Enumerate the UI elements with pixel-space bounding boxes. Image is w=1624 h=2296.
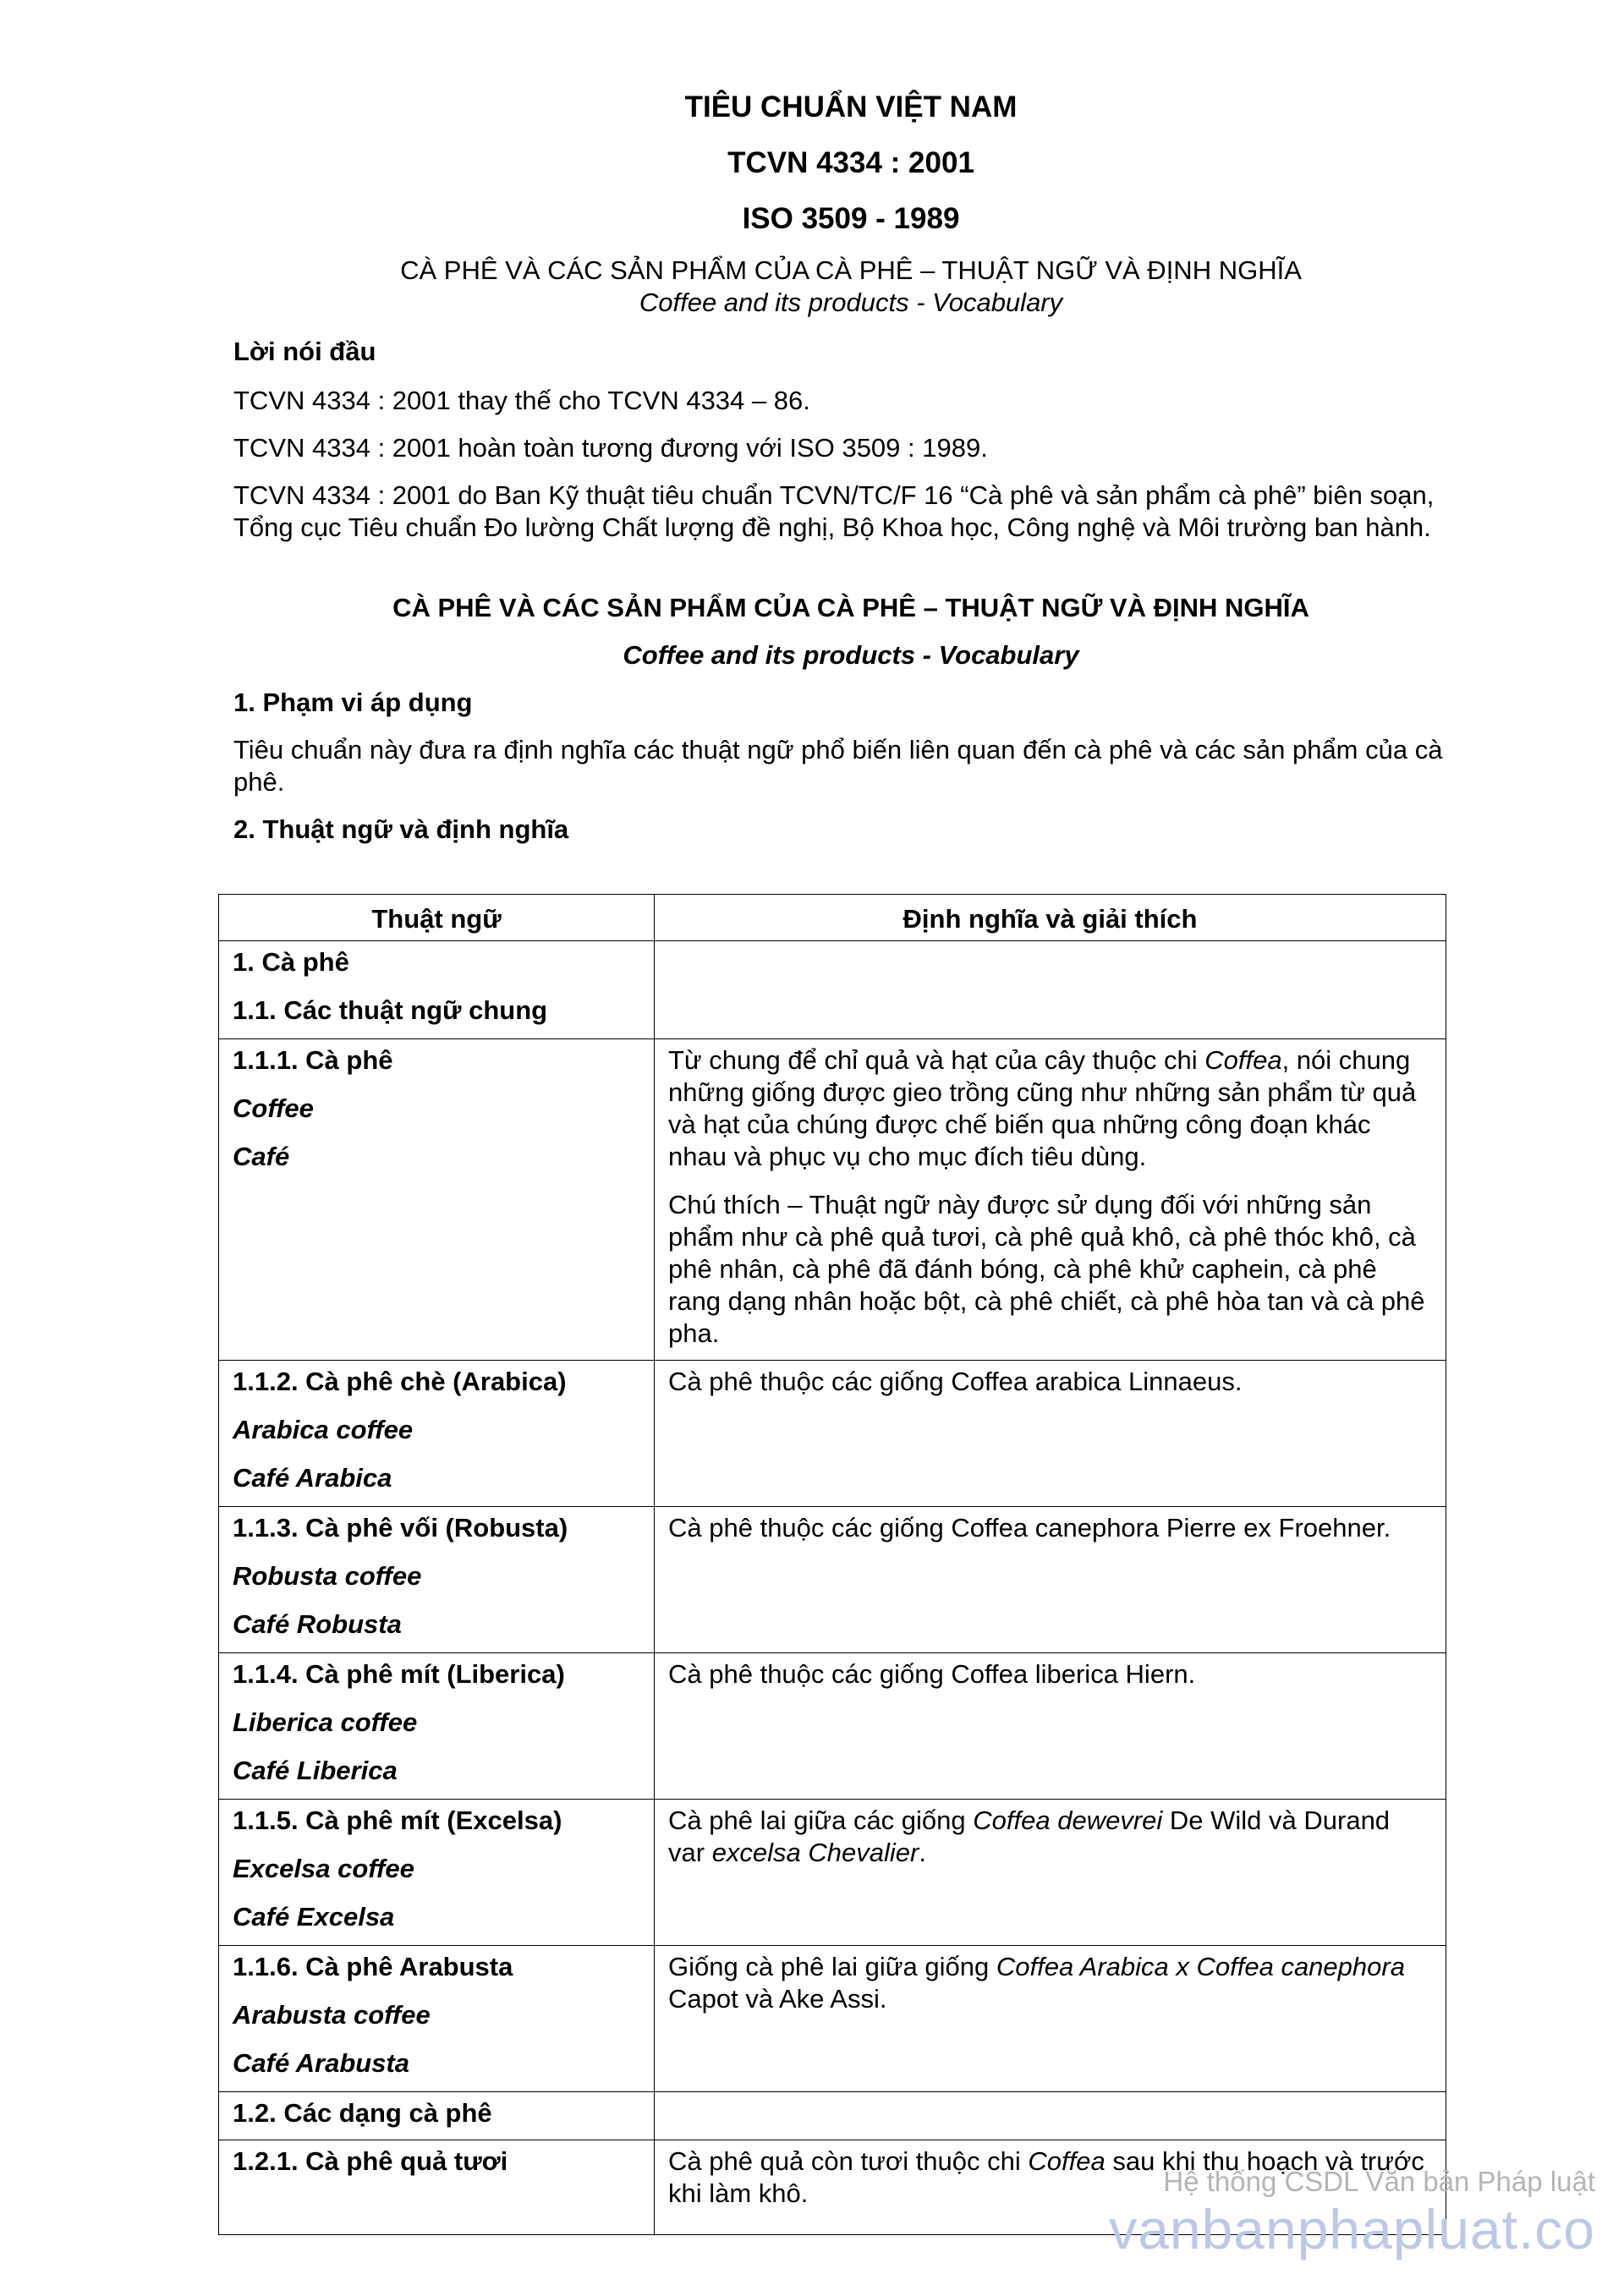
section-title-en: Coffee and its products - Vocabulary: [623, 640, 1079, 670]
definition-text-part: .: [919, 1838, 926, 1867]
definition-text-part: De Wild và Durand var: [668, 1806, 1391, 1867]
foreword-paragraph: TCVN 4334 : 2001 thay thế cho TCVN 4334 – 86.: [233, 386, 810, 415]
definition-text-italic: Coffea: [1204, 1045, 1282, 1075]
foreword-heading: Lời nói đầu: [233, 337, 376, 366]
definition-text: Cà phê thuộc các giống Coffea canephora Pierre ex Froehner.: [668, 1513, 1391, 1543]
definition-cell: [655, 1039, 1446, 1361]
term-name: 1.1.6. Cà phê Arabusta: [233, 1952, 513, 1981]
table-row: [219, 1507, 1446, 1653]
term-name: 1.1. Các thuật ngữ chung: [233, 995, 548, 1025]
term-cell: [219, 2140, 655, 2235]
document-title: TIÊU CHUẨN VIỆT NAM: [684, 90, 1018, 123]
section-title: CÀ PHÊ VÀ CÁC SẢN PHẨM CỦA CÀ PHÊ – THUẬT NGỮ VÀ ĐỊNH NGHĨA: [392, 593, 1309, 622]
column-header: Định nghĩa và giải thích: [655, 895, 1446, 941]
terms-table: [218, 894, 1446, 2235]
scope-text: Tiêu chuẩn này đưa ra định nghĩa các thuật ngữ phổ biến liên quan đến cà phê và các sản phẩm của cà phê.: [233, 735, 1443, 797]
watermark: [1109, 2165, 1595, 2260]
definition-text: [668, 1951, 1432, 2015]
term-french: Café: [233, 1142, 290, 1171]
term-english: Robusta coffee: [233, 1561, 422, 1591]
watermark-caption: Hệ thống CSDL Văn bản Pháp luật: [1163, 2166, 1595, 2197]
definition-text-part: Giống cà phê lai giữa giống: [668, 1952, 996, 1981]
table-row: [219, 1946, 1446, 2092]
term-name: 1.1.4. Cà phê mít (Liberica): [233, 1659, 565, 1689]
foreword-paragraph: TCVN 4334 : 2001 do Ban Kỹ thuật tiêu chuẩn TCVN/TC/F 16 “Cà phê và sản phẩm cà phê” biên soạn, Tổng cục Tiêu chuẩn Đo lường Chất lượng đề nghị, Bộ Khoa học, Công nghệ và Môi trường ban hành.: [233, 480, 1435, 542]
term-english: Arabusta coffee: [233, 2000, 431, 2030]
foreword-paragraph: TCVN 4334 : 2001 hoàn toàn tương đương với ISO 3509 : 1989.: [233, 433, 988, 463]
document-subtitle: CÀ PHÊ VÀ CÁC SẢN PHẨM CỦA CÀ PHÊ – THUẬT NGỮ VÀ ĐỊNH NGHĨA: [400, 255, 1302, 285]
term-cell: [219, 1800, 655, 1946]
term-name: 1.1.3. Cà phê vối (Robusta): [233, 1513, 568, 1543]
table-row: [219, 1361, 1446, 1507]
table-row: [219, 1800, 1446, 1946]
term-cell: [219, 941, 655, 1039]
terms-heading: 2. Thuật ngữ và định nghĩa: [233, 814, 569, 844]
table-row: [219, 941, 1446, 1039]
definition-text-part: , nói chung những giống được gieo trồng cũng như những sản phẩm từ quả và hạt của chúng được chế biến qua những công đoạn khác nhau và phục vụ cho mục đích tiêu dùng.: [668, 1045, 1417, 1171]
definition-text-part: sau khi thu hoạch và trước khi làm khô.: [668, 2146, 1424, 2208]
term-name: 1.1.2. Cà phê chè (Arabica): [233, 1367, 567, 1396]
document-subtitle-en: Coffee and its products - Vocabulary: [639, 288, 1063, 317]
term-english: Coffee: [233, 1093, 314, 1123]
table-row: [219, 1653, 1446, 1800]
definition-cell: [655, 941, 1446, 1039]
term-french: Café Arabusta: [233, 2048, 410, 2078]
definition-note: Chú thích – Thuật ngữ này được sử dụng đối với những sản phẩm như cà phê quả tươi, cà phê quả khô, cà phê thóc khô, cà phê nhân, cà phê đã đánh bóng, cà phê khử caphein, cà phê rang dạng nhân hoặc bột, cà phê chiết, cà phê hòa tan và cà phê pha.: [668, 1190, 1425, 1348]
term-name: 1.2.1. Cà phê quả tươi: [233, 2146, 508, 2176]
term-cell: [219, 1361, 655, 1507]
definition-text: [668, 1044, 1432, 1173]
table-header-row: [219, 895, 1446, 941]
term-name: 1.1.1. Cà phê: [233, 1045, 393, 1075]
definition-text-italic: Coffea: [1028, 2146, 1106, 2176]
term-french: Café Robusta: [233, 1609, 402, 1639]
table-row: [219, 2092, 1446, 2140]
term-cell: [219, 1039, 655, 1361]
definition-cell: [655, 1946, 1446, 2092]
definition-text: [668, 1805, 1432, 1869]
term-name: 1. Cà phê: [233, 947, 349, 977]
iso-code: ISO 3509 - 1989: [742, 202, 960, 235]
term-english: Arabica coffee: [233, 1415, 414, 1444]
document-body: [233, 89, 1468, 846]
term-french: Café Arabica: [233, 1463, 392, 1493]
definition-cell: [655, 1653, 1446, 1800]
term-french: Café Excelsa: [233, 1902, 395, 1932]
table-row: [219, 1039, 1446, 1361]
definition-text: Cà phê thuộc các giống Coffea arabica Linnaeus.: [668, 1367, 1243, 1396]
scope-heading: 1. Phạm vi áp dụng: [233, 688, 473, 717]
definition-text-italic: Coffea dewevrei: [973, 1806, 1163, 1835]
definition-cell: [655, 1800, 1446, 1946]
term-cell: [219, 1653, 655, 1800]
column-header: Thuật ngữ: [219, 895, 655, 941]
term-english: Liberica coffee: [233, 1707, 418, 1737]
definition-text-part: Cà phê lai giữa các giống: [668, 1806, 974, 1835]
definition-text-part: Từ chung để chỉ quả và hạt của cây thuộc chi: [668, 1045, 1205, 1075]
term-name: 1.2. Các dạng cà phê: [233, 2098, 492, 2128]
definition-text-italic: Coffea Arabica x Coffea canephora: [996, 1952, 1405, 1981]
term-cell: [219, 1946, 655, 2092]
standard-code: TCVN 4334 : 2001: [727, 146, 974, 179]
definition-text-part: Cà phê quả còn tươi thuộc chi: [668, 2146, 1029, 2176]
definition-cell: [655, 1361, 1446, 1507]
definition-cell: [655, 2092, 1446, 2140]
definition-text: Cà phê thuộc các giống Coffea liberica Hiern.: [668, 1659, 1196, 1689]
term-french: Café Liberica: [233, 1756, 398, 1785]
definition-cell: [655, 1507, 1446, 1653]
term-cell: [219, 1507, 655, 1653]
term-cell: [219, 2092, 655, 2140]
watermark-site: vanbanphapluat.co: [1109, 2198, 1595, 2260]
term-english: Excelsa coffee: [233, 1854, 414, 1883]
term-name: 1.1.5. Cà phê mít (Excelsa): [233, 1806, 562, 1835]
definition-text-italic: excelsa Chevalier: [711, 1838, 919, 1867]
definition-text-part: Capot và Ake Assi.: [668, 1984, 887, 2014]
